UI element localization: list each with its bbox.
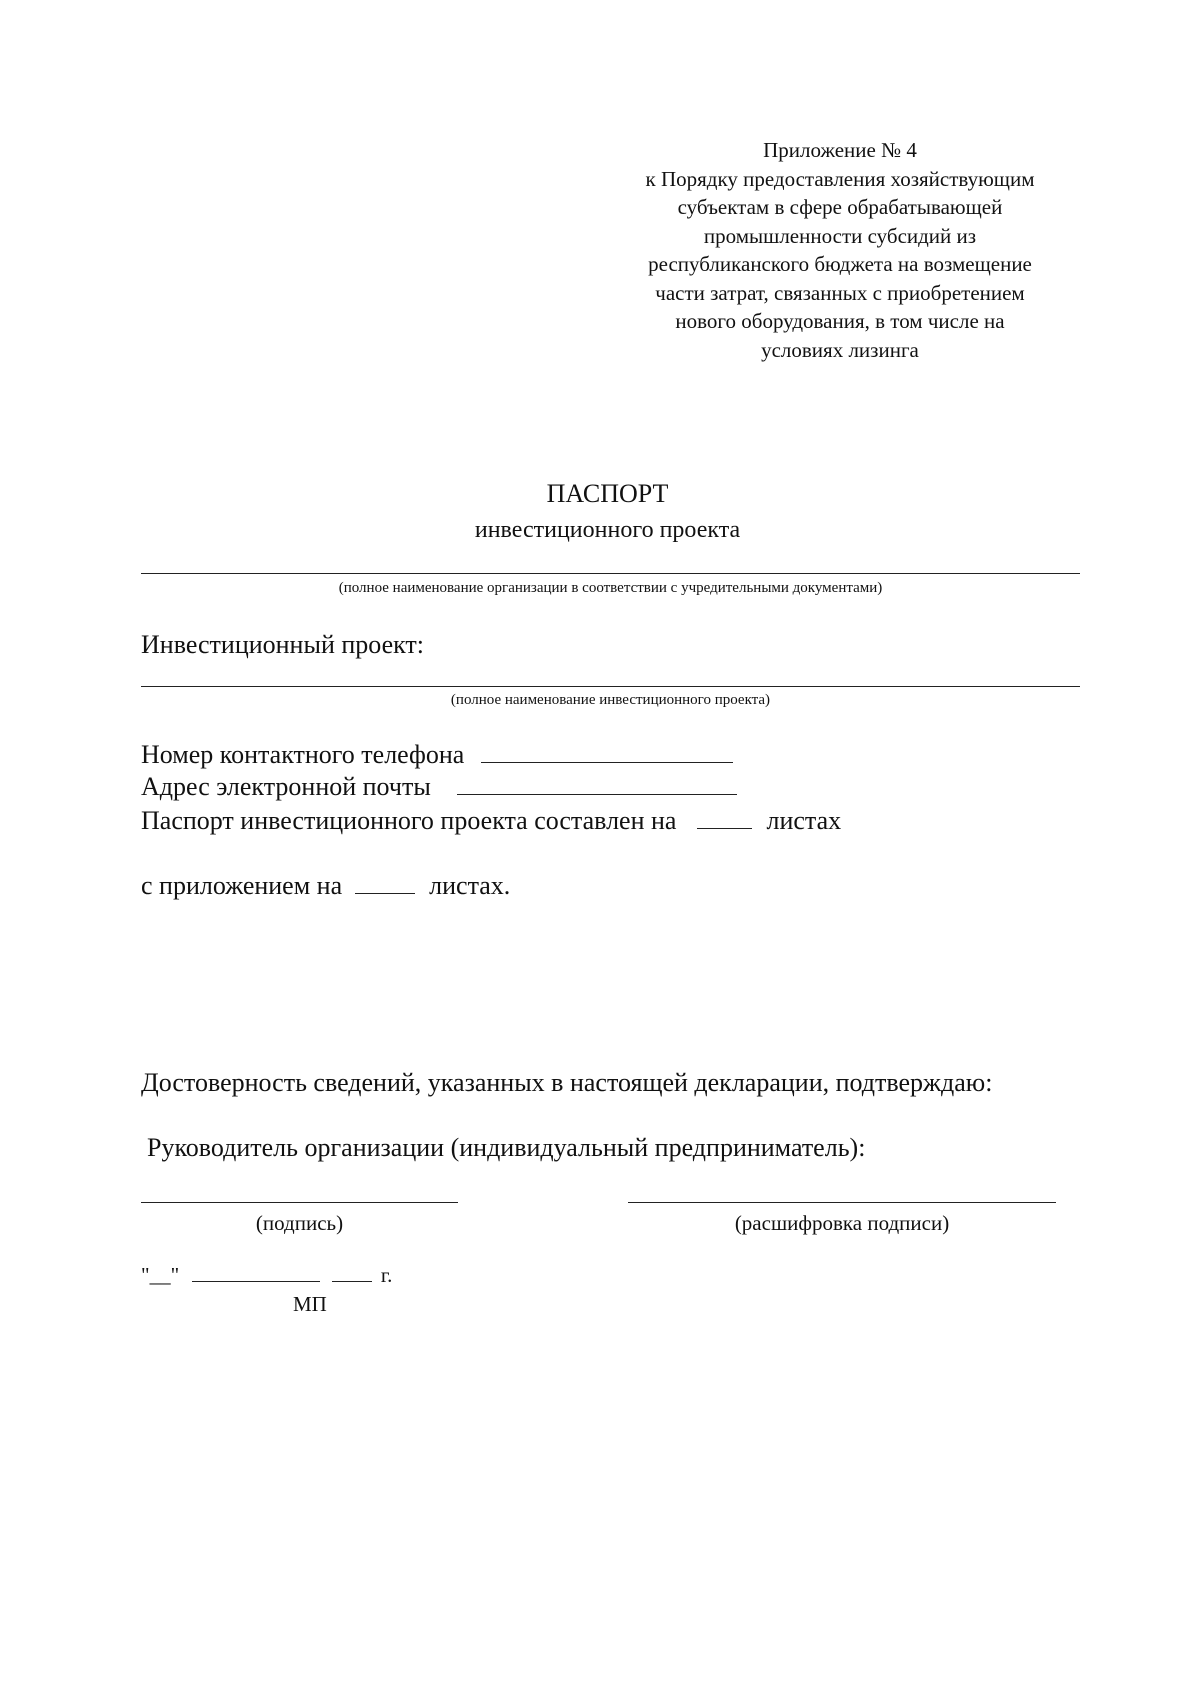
date-day-field[interactable]: "__": [141, 1263, 180, 1287]
signature-decode-caption: (расшифровка подписи): [734, 1211, 950, 1235]
signature-caption: (подпись): [255, 1211, 344, 1235]
appendix-line: промышленности субсидий из: [703, 223, 977, 248]
sheets-count-field[interactable]: [697, 806, 752, 829]
email-label: Адрес электронной почты: [141, 772, 431, 801]
appendix-sheets-field[interactable]: [355, 871, 415, 894]
organization-name-caption: (полное наименование организации в соответствии с учредительными документами): [338, 580, 883, 596]
document-title: ПАСПОРТ: [546, 479, 669, 508]
phone-row: [141, 740, 733, 770]
appendix-line: субъектам в сфере обрабатывающей: [677, 195, 1003, 219]
appendix-line: Приложение № 4: [763, 138, 917, 162]
appendix-line: нового оборудования, в том числе на: [675, 309, 1005, 333]
stamp-place-label: МП: [293, 1292, 327, 1316]
sheets-label: Паспорт инвестиционного проекта составлен на: [141, 806, 677, 835]
project-label: Инвестиционный проект:: [141, 630, 425, 659]
confirmation-text: Достоверность сведений, указанных в настоящей декларации, подтверждаю:: [141, 1068, 993, 1097]
date-month-field[interactable]: [192, 1263, 320, 1282]
sheets-unit: листах: [766, 806, 842, 835]
email-field[interactable]: [457, 772, 737, 795]
date-row: [141, 1263, 392, 1288]
appendix-sheets-row: [141, 871, 510, 901]
phone-field[interactable]: [481, 740, 733, 763]
email-row: [141, 772, 737, 802]
sheets-row: [141, 806, 841, 836]
head-of-organization-text: Руководитель организации (индивидуальный предприниматель):: [147, 1133, 866, 1162]
year-suffix: г.: [380, 1263, 393, 1287]
appendix-header: [610, 136, 1070, 364]
appendix-line: условиях лизинга: [761, 337, 919, 362]
document-subtitle: инвестиционного проекта: [474, 517, 741, 543]
appendix-line: части затрат, связанных с приобретением: [655, 280, 1025, 305]
appendix-sheets-unit: листах.: [429, 871, 511, 900]
phone-label: Номер контактного телефона: [141, 740, 465, 769]
project-name-field[interactable]: [141, 686, 1080, 687]
appendix-line: республиканского бюджета на возмещение: [648, 252, 1032, 276]
organization-name-field[interactable]: [141, 573, 1080, 574]
signature-decode-field[interactable]: [628, 1202, 1056, 1203]
appendix-line: к Порядку предоставления хозяйствующим: [645, 166, 1035, 191]
appendix-sheets-label: с приложением на: [141, 871, 343, 900]
project-name-caption: (полное наименование инвестиционного проекта): [450, 692, 771, 708]
signature-field[interactable]: [141, 1202, 458, 1203]
date-year-field[interactable]: [332, 1263, 372, 1282]
